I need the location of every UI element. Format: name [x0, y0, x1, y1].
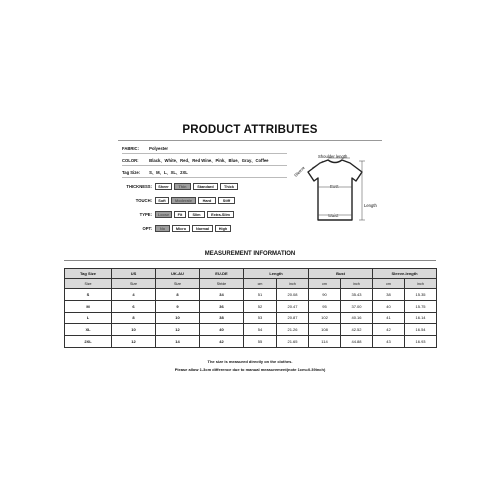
table-cell: 34: [200, 289, 244, 301]
tag-size-value: S、M、L、XL、2XL: [149, 170, 188, 175]
table-cell: 15.35: [405, 289, 437, 301]
table-cell: 12: [112, 336, 156, 348]
fabric-label: FABRIC:: [122, 146, 139, 151]
chip-high: High: [215, 225, 231, 232]
table-cell: 8: [112, 312, 156, 324]
table-cell: 51: [244, 289, 277, 301]
subheader-cell: cm: [309, 279, 341, 289]
table-cell: 21.65: [277, 336, 309, 348]
title-divider: [118, 140, 382, 141]
header-cell: UK-AU: [156, 269, 200, 279]
table-cell: 12: [156, 324, 200, 336]
chip-soft: Soft: [155, 197, 169, 204]
table-cell: 95: [309, 300, 341, 312]
table-cell: 44.88: [341, 336, 373, 348]
table-cell: 38: [200, 312, 244, 324]
chip-loose: Loose: [155, 211, 172, 218]
measurement-divider: [64, 260, 436, 261]
table-cell: 42: [200, 336, 244, 348]
table-cell: XL: [65, 324, 112, 336]
tshirt-icon: [290, 150, 390, 235]
table-row: [65, 312, 437, 324]
chip-no: No: [155, 225, 170, 232]
subheader-cell: Size: [156, 279, 200, 289]
table-row: [65, 300, 437, 312]
table-cell: 21.26: [277, 324, 309, 336]
table-body: [65, 289, 437, 348]
chip-hard: Hard: [198, 197, 216, 204]
subheader-cell: cm: [244, 279, 277, 289]
table-cell: 35.43: [341, 289, 373, 301]
table-cell: 40: [200, 324, 244, 336]
chip-micro: Micro: [172, 225, 190, 232]
table-cell: 90: [309, 289, 341, 301]
difference-note: Please allow 1-3cm difference due to manual measurement(note 1cm=0.39inch): [174, 367, 326, 372]
table-cell: 4: [112, 289, 156, 301]
chip-sheer: Sheer: [155, 183, 172, 190]
table-cell: 8: [156, 289, 200, 301]
subheader-cell: Size: [65, 279, 112, 289]
chip-thick: Thick: [220, 183, 238, 190]
color-value: Black、White、Red、Red Wine、Pink、Blue、Gray、Coffee: [149, 158, 269, 163]
color-label: COLOR:: [122, 158, 139, 163]
type-row: [122, 210, 236, 219]
divider: [122, 153, 287, 154]
table-row: [65, 336, 437, 348]
table-cell: 36: [200, 300, 244, 312]
length-label: Length: [364, 203, 377, 208]
table-row: [65, 324, 437, 336]
color-line: [122, 158, 269, 164]
chip-stiff: Stiff: [218, 197, 235, 204]
table-header-row: [65, 269, 437, 279]
header-cell: US: [112, 269, 156, 279]
tshirt-diagram: [290, 150, 390, 235]
table-cell: 108: [309, 324, 341, 336]
table-cell: 10: [112, 324, 156, 336]
page-title: PRODUCT ATTRIBUTES: [182, 124, 318, 136]
type-label: TYPE:: [139, 212, 152, 217]
table-cell: 20.08: [277, 289, 309, 301]
table-cell: 41: [373, 312, 405, 324]
table-cell: 102: [309, 312, 341, 324]
table-cell: 2XL: [65, 336, 112, 348]
opt-label: OPT:: [142, 226, 152, 231]
table-cell: 10: [156, 312, 200, 324]
table-cell: 42.52: [341, 324, 373, 336]
table-cell: 14: [156, 336, 200, 348]
header-cell: EU-DE: [200, 269, 244, 279]
header-cell: Bust: [309, 269, 373, 279]
divider: [122, 165, 287, 166]
table-cell: 20.87: [277, 312, 309, 324]
chip-thin: Thin: [174, 183, 191, 190]
chip-moderate: Moderate: [171, 197, 196, 204]
table-cell: 40.16: [341, 312, 373, 324]
table-cell: S: [65, 289, 112, 301]
table-cell: 15.75: [405, 300, 437, 312]
waist-label: Waist: [328, 213, 339, 218]
table-cell: 114: [309, 336, 341, 348]
table-subheader-row: [65, 279, 437, 289]
tag-size-line: [122, 170, 188, 176]
thickness-row: [122, 182, 240, 191]
chip-fit: Fit: [174, 211, 186, 218]
table-row: [65, 289, 437, 301]
sleeve-label: Sleeve: [293, 165, 306, 178]
table-cell: 16.93: [405, 336, 437, 348]
subheader-cell: inch: [341, 279, 373, 289]
subheader-cell: Stride: [200, 279, 244, 289]
table-cell: 37.00: [341, 300, 373, 312]
table-cell: L: [65, 312, 112, 324]
measure-note: The size is measured directly on the clothes.: [207, 359, 293, 364]
fabric-line: [122, 146, 168, 151]
subheader-cell: inch: [405, 279, 437, 289]
header-cell: Tag Size: [65, 269, 112, 279]
chip-normal: Normal: [192, 225, 213, 232]
subheader-cell: cm: [373, 279, 405, 289]
shoulder-label: Shoulder length: [318, 154, 348, 159]
header-cell: Length: [244, 269, 309, 279]
table-cell: 54: [244, 324, 277, 336]
chip-extra-slim: Extra-Slim: [207, 211, 234, 218]
table-cell: 53: [244, 312, 277, 324]
opt-row: [122, 224, 233, 233]
touch-row: [122, 196, 237, 205]
measurement-table: [64, 268, 437, 348]
table-cell: 16.14: [405, 312, 437, 324]
table-cell: 20.47: [277, 300, 309, 312]
table-cell: M: [65, 300, 112, 312]
fabric-value: Polyester: [149, 146, 169, 151]
table-cell: 52: [244, 300, 277, 312]
table-cell: 40: [373, 300, 405, 312]
tag-size-label: Tag Size:: [122, 170, 141, 175]
thickness-label: THICKNESS:: [126, 184, 152, 189]
table-cell: 16.54: [405, 324, 437, 336]
chip-standard: Standard: [193, 183, 218, 190]
table-cell: 38: [373, 289, 405, 301]
header-cell: Sleeve-length: [373, 269, 437, 279]
table-cell: 43: [373, 336, 405, 348]
measurement-title: MEASUREMENT INFORMATION: [204, 251, 296, 257]
table-cell: 42: [373, 324, 405, 336]
touch-label: TOUCH:: [135, 198, 152, 203]
divider: [122, 177, 287, 178]
bust-label: Bust: [330, 184, 339, 189]
subheader-cell: inch: [277, 279, 309, 289]
subheader-cell: Size: [112, 279, 156, 289]
table-cell: 9: [156, 300, 200, 312]
table-cell: 6: [112, 300, 156, 312]
chip-slim: Slim: [188, 211, 205, 218]
table-cell: 55: [244, 336, 277, 348]
